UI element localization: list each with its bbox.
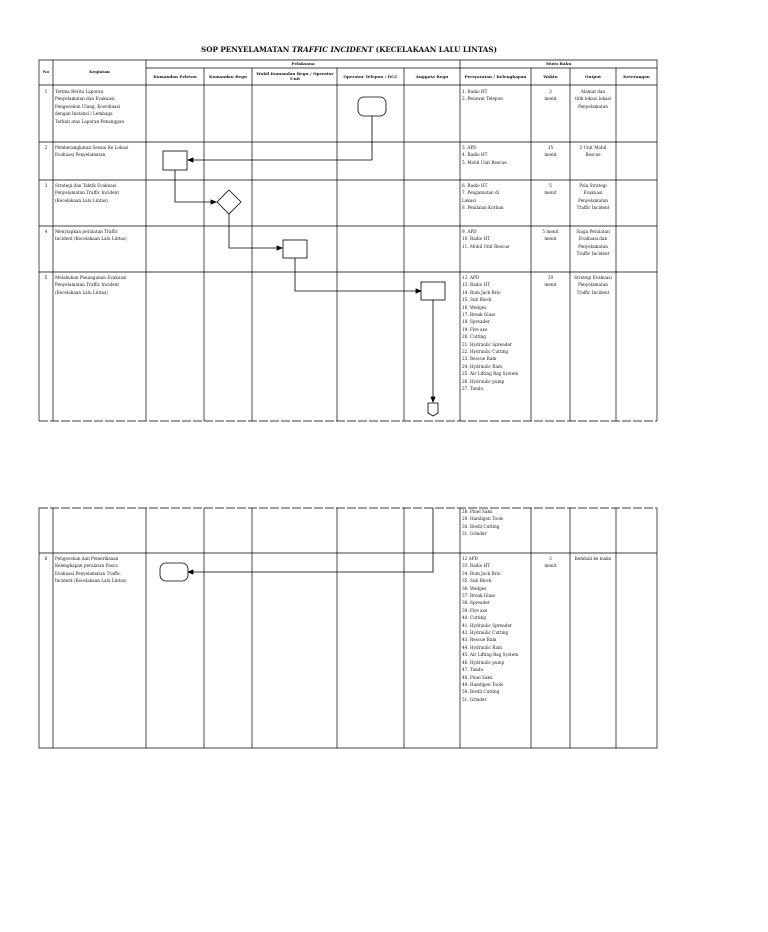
waktu-cell-line: menit (544, 152, 557, 158)
persyaratan-cell-line: 11. Mobil Unit Rescue (462, 243, 510, 249)
waktu-cell-line: 15 (547, 145, 554, 150)
end-terminator (160, 563, 188, 581)
waktu-cell (531, 88, 570, 103)
persyaratan-cell (462, 555, 530, 703)
header-anggota-regu: Anggota Regu (415, 74, 449, 79)
persyaratan-cell-line: 7. Pengamatan di (462, 190, 500, 196)
row-number: 4 (44, 229, 48, 234)
output-cell-line: Penyelamatan (578, 243, 608, 249)
waktu-cell (531, 144, 570, 159)
kegiatan-cell-line: Incident (Kecelakaan Lalu Lintas) (55, 578, 127, 584)
waktu-cell-line: menit (544, 282, 557, 288)
waktu-cell (531, 555, 570, 570)
persyaratan-cell (462, 144, 530, 166)
header-persyaratan: Persyaratan / Kelengkapan (464, 74, 527, 79)
kegiatan-cell-line: Pengecekan Ulang, Koordinasi (55, 103, 121, 109)
persyaratan-cell-line: 33. Radio HT (462, 563, 491, 569)
persyaratan-cont-cell-line: 30. Bostli Cutting (462, 523, 500, 529)
persyaratan-cell-line: 14. Rum Jack Brio (462, 289, 501, 295)
kegiatan-cell-line: Penyelamatan Traffic Incident (55, 282, 120, 288)
kegiatan-cell (55, 88, 145, 125)
persyaratan-cell-line: 43. Rescue Ram (462, 637, 497, 643)
output-cell (570, 555, 616, 562)
arrowhead-5 (431, 397, 435, 402)
kegiatan-cell (55, 555, 145, 585)
persyaratan-cont-cell (462, 508, 530, 538)
kegiatan-cell (55, 228, 145, 243)
header-waktu: Waktu (543, 74, 558, 79)
kegiatan-cell (55, 274, 145, 296)
output-cell-line: Kembali ke mako (574, 556, 612, 561)
row-number: 6 (44, 556, 48, 561)
process-box-5 (421, 282, 445, 300)
persyaratan-cell-line: 9. APD (462, 229, 477, 234)
persyaratan-cell-line: 23. Rescue Ram (462, 356, 497, 362)
persyaratan-cell-line: 12. APD (462, 275, 480, 280)
persyaratan-cell-line: 38. Spreader (462, 600, 490, 606)
kegiatan-cell-line: dengan Instansi / Lembaga (55, 111, 113, 117)
persyaratan-cell-line: 6. Radio HT (462, 183, 488, 188)
persyaratan-cell (462, 228, 530, 250)
persyaratan-cell-line: 44. Hydraulic Ram (462, 644, 502, 650)
offpage-connector (428, 403, 438, 416)
persyaratan-cell (462, 274, 530, 393)
persyaratan-cell-line: 16. Wedges (462, 304, 487, 310)
kegiatan-cell-line: Melakukan Penanganan Evakuasi (55, 275, 127, 280)
output-cell-line: Rescue (585, 152, 601, 158)
persyaratan-cell-line: 13. Radio HT (462, 282, 491, 288)
output-cell-line: Penyelamatan (578, 282, 608, 288)
persyaratan-cell-line: 24. Hydraulic Ram (462, 363, 502, 369)
persyaratan-cell (462, 182, 530, 212)
arrowhead-4 (416, 289, 421, 293)
persyaratan-cell-line: 45. Air Lifting Bag System (462, 652, 519, 658)
output-cell-line: Traffic Incident (576, 251, 610, 257)
flow-line-6 (191, 508, 433, 572)
persyaratan-cell-line: 2. Pesawat Telepon (462, 96, 503, 102)
waktu-cell-line: menit (544, 96, 557, 102)
waktu-cell-line: 5 menit (542, 229, 559, 234)
kegiatan-cell-line: Penyelamatan Traffic Incident (55, 190, 120, 196)
persyaratan-cell-line: 41. Hydraulic Spreader (462, 622, 512, 628)
output-cell (570, 228, 616, 258)
output-cell-line: Traffic Incident (576, 289, 610, 295)
output-cell-line: Evakuasi dan (578, 236, 608, 242)
output-cell-line: 2 Unit Mobil (579, 145, 607, 150)
waktu-cell-line: 5 (549, 183, 552, 188)
header-mutu-baku: Mutu Baku (545, 61, 572, 66)
title-prefix: SOP PENYELAMATAN (201, 45, 290, 54)
persyaratan-cell-line: 17. Break Glass (462, 312, 496, 318)
output-cell-line: Penyelamatan (578, 197, 608, 203)
kegiatan-cell-line: Evakuasi Penyelamatan (55, 152, 106, 158)
row-number: 3 (44, 183, 48, 188)
header-pelaksana: Pelaksana (291, 61, 315, 66)
kegiatan-cell-line: Kelengkapan peralatan Pasca (55, 563, 118, 569)
persyaratan-cell-line: 46. Hydraulic pump (462, 659, 505, 665)
persyaratan-cell-line: 34. Rum Jack Brio (462, 570, 501, 576)
kegiatan-cell-line: Terima Berita Laporan (55, 89, 104, 94)
persyaratan-cell-line: 3. APD (462, 145, 477, 150)
arrowhead-1 (188, 158, 193, 162)
header-komandan-regu: Komandan Regu (209, 74, 247, 79)
output-cell-line: Siaga Peralatan (576, 229, 610, 234)
persyaratan-cell-line: 25. Air Lifting Bag System (462, 371, 519, 377)
output-cell-line: Traffic Incident (576, 205, 610, 211)
flow-line-4 (295, 258, 418, 291)
header-keterangan: Keterangan (623, 74, 650, 79)
persyaratan-cell-line: 26. Hydraulic pump (462, 378, 505, 384)
persyaratan-cell-line: Lokasi (462, 197, 476, 203)
kegiatan-cell-line: (Kecelakaan Lalu Lintas) (55, 197, 108, 203)
persyaratan-cell-line: 35. Sub Block (462, 578, 492, 584)
persyaratan-cell-line: 27. Tandu (462, 386, 484, 392)
persyaratan-cont-cell-line: 31. Grinder (462, 531, 487, 537)
persyaratan-cell-line: 47. Tandu (462, 667, 484, 673)
flow-line-1 (190, 116, 372, 160)
persyaratan-cont-cell-line: 28. Pinel Saku (462, 509, 493, 514)
output-cell (570, 144, 616, 159)
waktu-cell-line: menit (544, 236, 557, 242)
persyaratan-cell-line: 51. Grinder (462, 696, 487, 702)
start-terminator (358, 97, 386, 116)
output-cell-line: titik lokasi lokasi (574, 96, 611, 102)
persyaratan-cont-cell-line: 29. Handigon Tools (462, 516, 504, 522)
persyaratan-cell-line: 15. Sub Block (462, 297, 492, 303)
header-no: No (42, 69, 50, 74)
persyaratan-cell-line: 1. Radio HT (462, 89, 488, 94)
output-cell (570, 88, 616, 110)
process-box-4 (283, 240, 307, 258)
waktu-cell (531, 182, 570, 197)
persyaratan-cell-line: 39. Fire axe (462, 607, 488, 613)
flow-line-3 (229, 214, 279, 248)
row-number: 2 (44, 145, 48, 150)
persyaratan-cell-line: 4. Radio HT (462, 152, 488, 158)
output-cell-line: Pola Strategi (579, 183, 607, 188)
persyaratan-cell-line: 10. Radio HT (462, 236, 491, 242)
waktu-cell-line: 20 (547, 275, 554, 280)
waktu-cell (531, 274, 570, 289)
waktu-cell (531, 228, 570, 243)
persyaratan-cell-line: 5. Mobil Unit Rescue (462, 159, 507, 165)
waktu-cell-line: 3 (549, 89, 552, 94)
persyaratan-cell-line: 42. Hydraulic Cutting (462, 630, 509, 636)
row-number: 1 (44, 89, 48, 94)
output-cell (570, 274, 616, 296)
persyaratan-cell-line: 50. Bostli Cutting (462, 689, 500, 695)
persyaratan-cell-line: 36. Wedges (462, 585, 487, 591)
decision-diamond (217, 190, 241, 214)
header-komandan-peleton: Komandan Peleton (153, 74, 197, 79)
kegiatan-cell (55, 182, 145, 204)
output-cell-line: Alamat dan (580, 89, 606, 94)
kegiatan-cell-line: Penyelamatan dan Evakuasi, (55, 96, 116, 102)
header-kegiatan: Kegiatan (89, 69, 110, 74)
title-suffix: (KECELAKAAN LALU LINTAS) (375, 45, 497, 54)
persyaratan-cell-line: 20. Cutting (462, 334, 486, 340)
persyaratan-cell (462, 88, 530, 103)
kegiatan-cell-line: Menyiapkan peralatan Traffic (55, 229, 119, 234)
kegiatan-cell-line: Pemberangkatan Sesuai Ke Lokasi (55, 145, 129, 150)
persyaratan-cell-line: 22. Hydraulic Cutting (462, 349, 509, 355)
flowchart (160, 97, 445, 581)
persyaratan-cell-line: 12 APD (462, 556, 478, 561)
kegiatan-cell-line: (Kecelakaan Lalu Lintas) (55, 289, 108, 295)
kegiatan-cell-line: Pengecekan dan Pemeriksaan (55, 556, 119, 561)
header-output: Output (584, 74, 602, 79)
arrowhead-6 (188, 570, 193, 574)
row-number: 5 (44, 275, 48, 280)
output-cell (570, 182, 616, 212)
arrowhead-2 (211, 200, 216, 204)
arrowhead-3 (277, 246, 282, 250)
flow-line-2 (175, 170, 213, 202)
waktu-cell-line: menit (544, 190, 557, 196)
persyaratan-cell-line: 18. Spreader (462, 319, 490, 325)
persyaratan-cell-line: 8. Penilaian Korban (462, 205, 504, 211)
kegiatan-cell-line: Incident (Kecelakaan Lalu Lintas) (55, 236, 127, 242)
persyaratan-cell-line: 40. Cutting (462, 615, 486, 621)
persyaratan-cell-line: 21. Hydraulic Spreader (462, 341, 512, 347)
header-wakil-komandan: Wakil Komandan Regu / Operator Unit (256, 71, 334, 81)
persyaratan-cell-line: 48. Pinel Saku (462, 674, 493, 680)
kegiatan-cell-line: Strategi dan Taktik Evakuasi (55, 183, 117, 188)
process-box-2 (163, 151, 187, 170)
persyaratan-cell-line: 19. Fire axe (462, 326, 488, 332)
kegiatan-cell-line: Evakuasi Penyelamatan Traffic (55, 570, 121, 576)
output-cell-line: Penyelamatan (578, 103, 608, 109)
kegiatan-cell-line: Terkait atas Laporan Penanggan (55, 118, 125, 124)
output-cell-line: Evakuasi (583, 190, 603, 196)
waktu-cell-line: menit (544, 563, 557, 569)
output-cell-line: Strategi Evakuasi (574, 275, 612, 280)
header-operator-telepon: Operator Telepon / DCC (343, 74, 398, 79)
persyaratan-cell-line: 37. Break Glass (462, 593, 496, 599)
kegiatan-cell (55, 144, 145, 159)
waktu-cell-line: 3 (549, 556, 552, 561)
persyaratan-cell-line: 49. Handigon Tools (462, 681, 504, 687)
title-italic: TRAFFIC INCIDENT (291, 45, 374, 54)
